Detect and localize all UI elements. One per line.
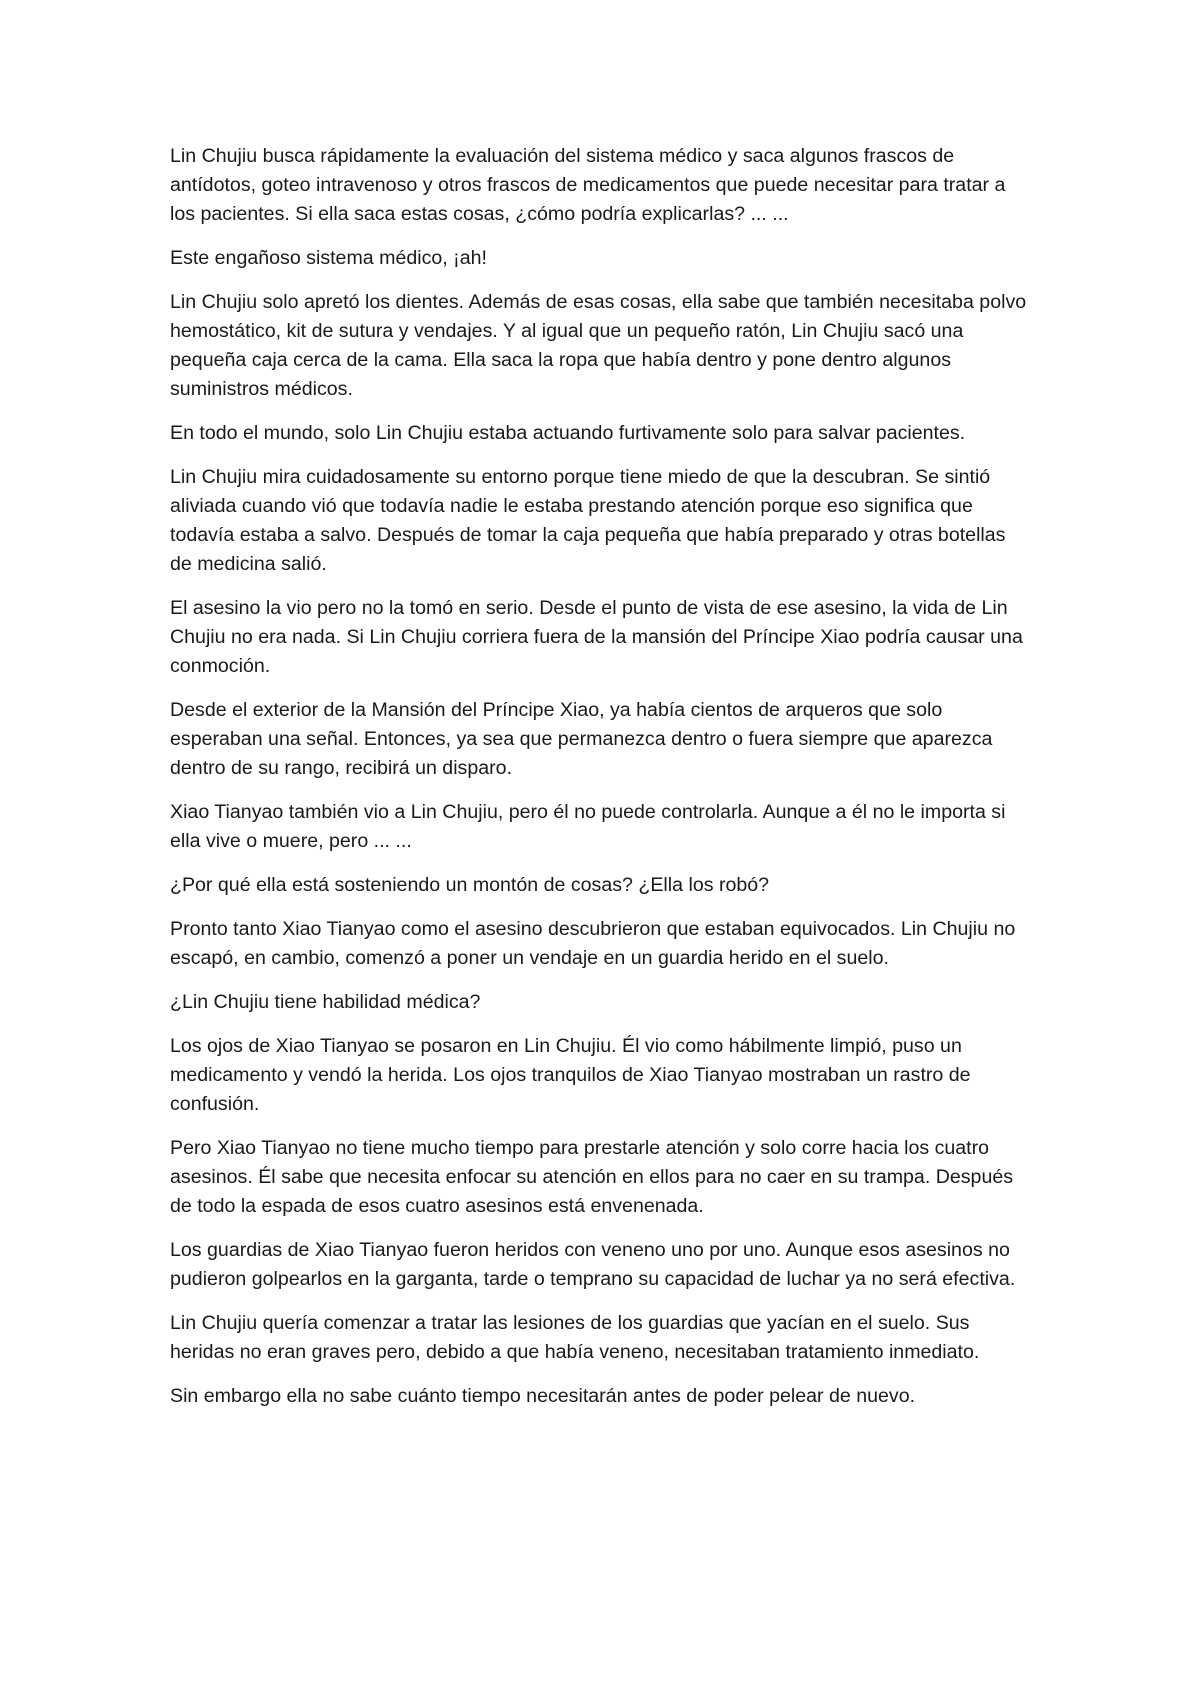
paragraph: El asesino la vio pero no la tomó en serio. Desde el punto de vista de ese asesino, la vida de Lin Chujiu no era nada. Si Lin Chujiu corriera fuera de la mansión del Príncipe Xiao podría causar una conmoción.: [170, 597, 1023, 677]
paragraph: Lin Chujiu solo apretó los dientes. Además de esas cosas, ella sabe que también necesitaba polvo hemostático, kit de sutura y vendajes. Y al igual que un pequeño ratón, Lin Chujiu sacó una pequeña caja cerca de la cama. Ella saca la ropa que había dentro y pone dentro algunos suministros médicos.: [170, 291, 1027, 400]
paragraph: Lin Chujiu quería comenzar a tratar las lesiones de los guardias que yacían en el suelo. Sus heridas no eran graves pero, debido a que había veneno, necesitaban tratamiento inmediato.: [170, 1312, 980, 1363]
paragraph: Lin Chujiu busca rápidamente la evaluación del sistema médico y saca algunos frascos de antídotos, goteo intravenoso y otros frascos de medicamentos que puede necesitar para tratar a los pacientes. Si ella saca estas cosas, ¿cómo podría explicarlas? ... ...: [170, 145, 1006, 225]
paragraph: Sin embargo ella no sabe cuánto tiempo necesitarán antes de poder pelear de nuevo.: [170, 1385, 916, 1407]
paragraph: Desde el exterior de la Mansión del Príncipe Xiao, ya había cientos de arqueros que solo esperaban una señal. Entonces, ya sea que permanezca dentro o fuera siempre que aparezca dentro de su rango, recibirá un disparo.: [170, 699, 993, 779]
paragraph: Los ojos de Xiao Tianyao se posaron en Lin Chujiu. Él vio como hábilmente limpió, puso un medicamento y vendó la herida. Los ojos tranquilos de Xiao Tianyao mostraban un rastro de confusión.: [170, 1035, 971, 1115]
paragraph: ¿Por qué ella está sosteniendo un montón de cosas? ¿Ella los robó?: [170, 874, 770, 896]
document-body: [170, 142, 1030, 1426]
paragraph: Pronto tanto Xiao Tianyao como el asesino descubrieron que estaban equivocados. Lin Chujiu no escapó, en cambio, comenzó a poner un vendaje en un guardia herido en el suelo.: [170, 918, 1016, 969]
paragraph: En todo el mundo, solo Lin Chujiu estaba actuando furtivamente solo para salvar pacientes.: [170, 422, 966, 444]
paragraph: Los guardias de Xiao Tianyao fueron heridos con veneno uno por uno. Aunque esos asesinos no pudieron golpearlos en la garganta, tarde o temprano su capacidad de luchar ya no será efectiva.: [170, 1239, 1016, 1290]
paragraph: Lin Chujiu mira cuidadosamente su entorno porque tiene miedo de que la descubran. Se sintió aliviada cuando vió que todavía nadie le estaba prestando atención porque eso significa que todavía estaba a salvo. Después de tomar la caja pequeña que había preparado y otras botellas de medicina salió.: [170, 466, 1006, 575]
paragraph: ¿Lin Chujiu tiene habilidad médica?: [170, 991, 481, 1013]
paragraph: Este engañoso sistema médico, ¡ah!: [170, 247, 487, 269]
paragraph: Pero Xiao Tianyao no tiene mucho tiempo para prestarle atención y solo corre hacia los cuatro asesinos. Él sabe que necesita enfocar su atención en ellos para no caer en su trampa. Después de todo la espada de esos cuatro asesinos está envenenada.: [170, 1137, 1014, 1217]
paragraph: Xiao Tianyao también vio a Lin Chujiu, pero él no puede controlarla. Aunque a él no le importa si ella vive o muere, pero ... ...: [170, 801, 1006, 852]
